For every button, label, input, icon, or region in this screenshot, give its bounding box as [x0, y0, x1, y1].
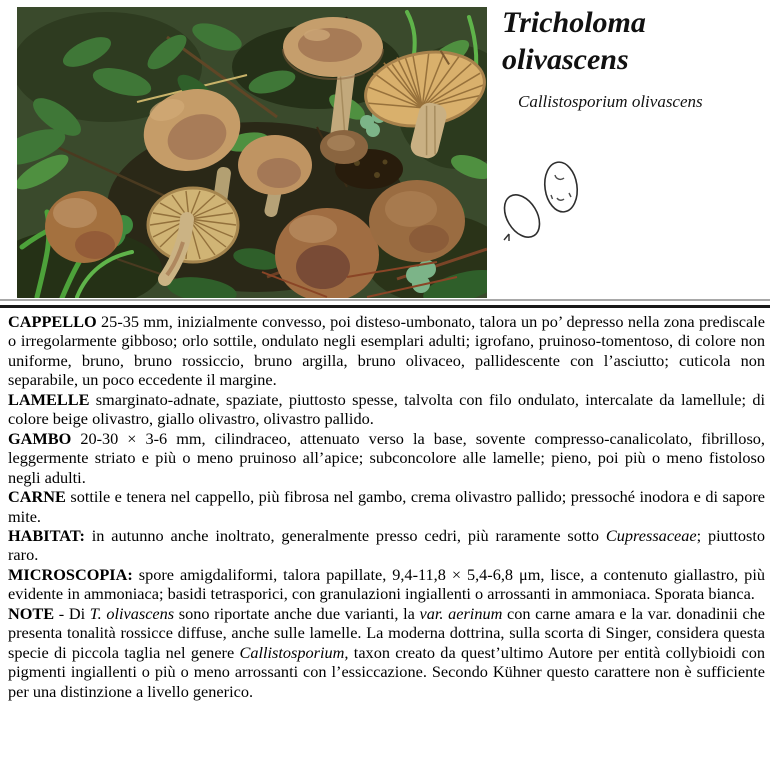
spore-drawing-illustration [492, 148, 600, 256]
species-title-line2: olivascens [502, 43, 629, 76]
paragraph-cappello: CAPPELLO 25-35 mm, inizialmente convesso, poi disteso-umbonato, talora un po’ depresso nella zona prediscale o irregolarmente gibboso; orlo sottile, ondulato negli esemplari adulti; igrofano, pruinoso-tomentoso, di colore non uniforme, bruno, bruno rossiccio, bruno argilla, bruno olivaceo, pallidescente con l’asciutto; cuticola non separabile, un poco eccedente il margine. [8, 312, 765, 390]
article-text [8, 312, 765, 701]
species-title-line1: Tricholoma [502, 6, 646, 39]
species-synonym: Callistosporium olivascens [518, 92, 703, 111]
paragraph-carne: CARNE sottile e tenera nel cappello, più fibrosa nel gambo, crema olivastro pallido; pressoché inodora e di sapore mite. [8, 487, 765, 526]
paragraph-microscopia: MICROSCOPIA: spore amigdaliformi, talora papillate, 9,4-11,8 × 5,4-6,8 μm, lisce, a contenuto giallastro, più evidente in ammoniaca; basidi tetrasporici, con granulazioni ingiallenti o arrossanti in ammoniaca. Sporata bianca. [8, 564, 765, 604]
mushroom-photo-illustration [17, 7, 487, 298]
spore-drawing [492, 148, 600, 256]
paragraph-note: NOTE - Di T. olivascens sono riportate anche due varianti, la var. aerinum con carne amara e la var. donadinii che presenta tonalità rossicce diffuse, anche sulle lamelle. La moderna dottrina, sulla scorta di Singer, considera questa specie di piccola taglia nel genere Callistosporium, taxon creato da quest’ultimo Autore per entità collybioidi con pigmenti ingiallenti o più o meno arrossanti con l’essiccazione. Secondo Kühner questo carattere non è sufficiente per una distinzione a livello generico. [8, 603, 765, 701]
divider-dark-rule [0, 305, 770, 308]
species-title [502, 4, 762, 78]
mushroom-photo [17, 7, 487, 298]
paragraph-gambo: GAMBO 20-30 × 3-6 mm, cilindraceo, attenuato verso la base, sovente compresso-canalicolato, fibrilloso, leggermente striato e più o meno pruinoso all’apice; subconcolore alle lamelle; pieno, poi più o meno fistoloso negli adulti. [8, 428, 765, 487]
paragraph-lamelle: LAMELLE smarginato-adnate, spaziate, piuttosto spesse, talvolta con filo ondulato, intercalate da lamellule; di colore beige olivastro, giallo olivastro, olivastro pallido. [8, 389, 765, 429]
paragraph-habitat: HABITAT: in autunno anche inoltrato, generalmente presso cedri, più raramente sotto Cupressaceae; piuttosto raro. [8, 525, 765, 565]
divider-light-rule [0, 299, 770, 301]
